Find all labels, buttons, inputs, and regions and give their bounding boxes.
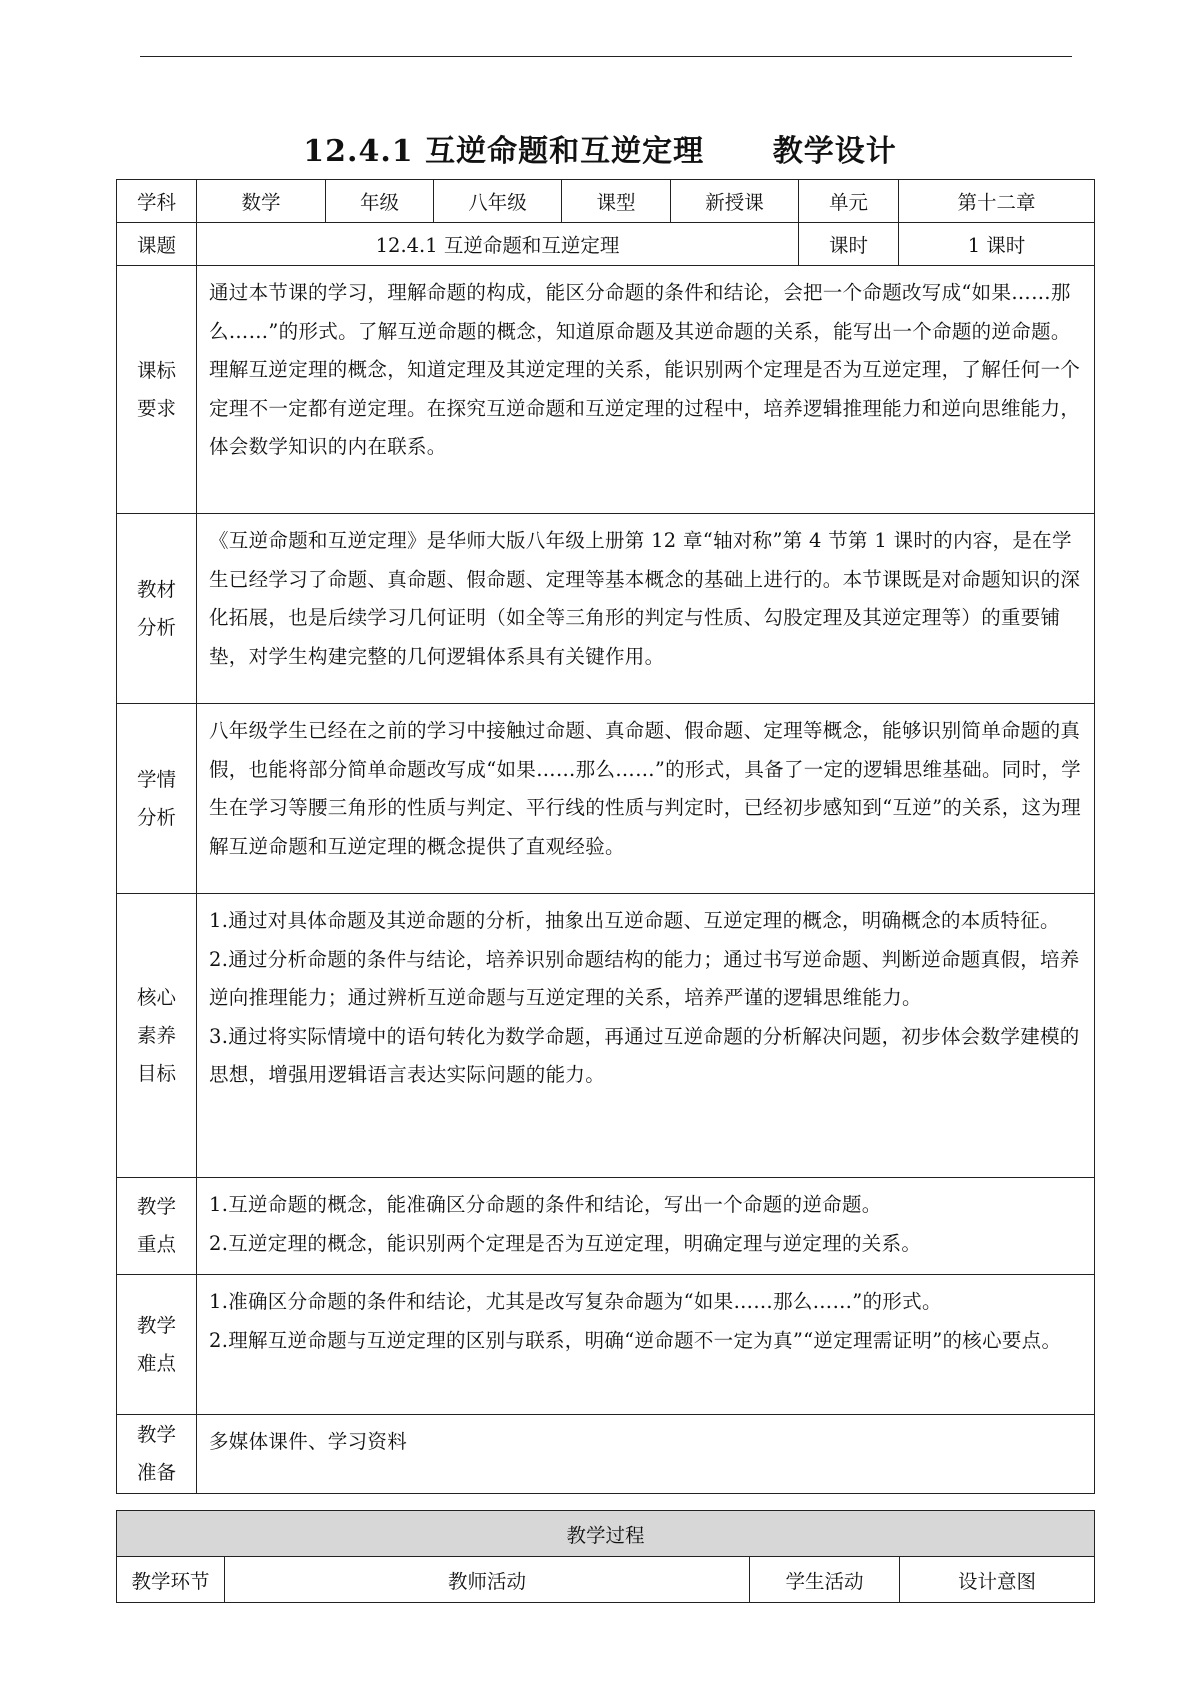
- section-paragraph: 3.通过将实际情境中的语句转化为数学命题，再通过互逆命题的分析解决问题，初步体会数学建模的思想，增强用逻辑语言表达实际问题的能力。: [209, 1024, 1080, 1086]
- goals-content: [197, 894, 1095, 1178]
- difficulties-label: [117, 1275, 197, 1415]
- section-paragraph: 2.通过分析命题的条件与结论，培养识别命题结构的能力；通过书写逆命题、判断逆命题真假，培养逆向推理能力；通过辨析互逆命题与互逆定理的关系，培养严谨的逻辑思维能力。: [209, 947, 1080, 1009]
- lesson-type-value: 新授课: [671, 180, 799, 223]
- section-paragraph: 八年级学生已经在之前的学习中接触过命题、真命题、假命题、定理等概念，能够识别简单命题的真假，也能将部分简单命题改写成“如果……那么……”的形式，具备了一定的逻辑思维基础。同时，学生在学习等腰三角形的性质与判定、平行线的性质与判定时，已经初步感知到“互逆”的关系，这为理解互逆命题和互逆定理的概念提供了直观经验。: [209, 719, 1081, 858]
- topic-label: 课题: [117, 223, 197, 266]
- section-paragraph: 1.准确区分命题的条件和结论，尤其是改写复杂命题为“如果……那么……”的形式。: [209, 1290, 942, 1313]
- standards-content: [197, 266, 1095, 514]
- process-col-student: 学生活动: [750, 1557, 900, 1603]
- unit-value: 第十二章: [899, 180, 1095, 223]
- goals-row: [117, 894, 1095, 1178]
- standards-label: [117, 266, 197, 514]
- lesson-info-table: [116, 179, 1095, 1494]
- preparation-content: [197, 1415, 1095, 1494]
- key-points-content: [197, 1178, 1095, 1275]
- material-content: [197, 514, 1095, 704]
- subject-label: 学科: [117, 180, 197, 223]
- section-paragraph: 通过本节课的学习，理解命题的构成，能区分命题的条件和结论，会把一个命题改写成“如果……那么……”的形式。了解互逆命题的概念，知道原命题及其逆命题的关系，能写出一个命题的逆命题。理解互逆定理的概念，知道定理及其逆定理的关系，能识别两个定理是否为互逆定理，了解任何一个定理不一定都有逆定理。在探究互逆命题和互逆定理的过程中，培养逻辑推理能力和逆向思维能力，体会数学知识的内在联系。: [209, 281, 1081, 458]
- key-points-label: [117, 1178, 197, 1275]
- process-header: 教学过程: [117, 1511, 1095, 1557]
- process-col-stage: 教学环节: [117, 1557, 225, 1603]
- students-label: [117, 704, 197, 894]
- section-label-text: 核心 素养 目标: [136, 985, 176, 1085]
- subject-value: 数学: [197, 180, 326, 223]
- students-content: [197, 704, 1095, 894]
- material-row: [117, 514, 1095, 704]
- section-label-text: 教学 准备: [136, 1423, 176, 1484]
- hours-value: 1 课时: [899, 223, 1095, 266]
- standards-row: [117, 266, 1095, 514]
- section-paragraph: 《互逆命题和互逆定理》是华师大版八年级上册第 12 章“轴对称”第 4 节第 1 课时的内容，是在学生已经学习了命题、真命题、假命题、定理等基本概念的基础上进行的。本节课既是对命题知识的深化拓展，也是后续学习几何证明（如全等三角形的判定与性质、勾股定理及其逆定理等）的重要铺垫，对学生构建完整的几何逻辑体系具有关键作用。: [209, 529, 1081, 668]
- section-paragraph: 1.通过对具体命题及其逆命题的分析，抽象出互逆命题、互逆定理的概念，明确概念的本质特征。: [209, 909, 1060, 932]
- header-rule: [140, 56, 1072, 57]
- teaching-process-table: [116, 1510, 1095, 1603]
- topic-value: 12.4.1 互逆命题和互逆定理: [197, 223, 799, 266]
- preparation-row: [117, 1415, 1095, 1494]
- process-col-teacher: 教师活动: [225, 1557, 750, 1603]
- material-label: [117, 514, 197, 704]
- hours-label: 课时: [799, 223, 899, 266]
- unit-label: 单元: [799, 180, 899, 223]
- difficulties-content: [197, 1275, 1095, 1415]
- process-col-intent: 设计意图: [900, 1557, 1095, 1603]
- section-label-text: 课标 要求: [136, 358, 176, 420]
- difficulties-row: [117, 1275, 1095, 1415]
- grade-value: 八年级: [434, 180, 562, 223]
- section-label-text: 教学 重点: [136, 1195, 176, 1256]
- section-paragraph: 多媒体课件、学习资料: [209, 1430, 408, 1453]
- section-paragraph: 2.互逆定理的概念，能识别两个定理是否为互逆定理，明确定理与逆定理的关系。: [209, 1231, 922, 1255]
- section-label-text: 教学 难点: [136, 1313, 176, 1375]
- page-title: 12.4.1 互逆命题和互逆定理 教学设计: [303, 134, 897, 169]
- key-points-row: [117, 1178, 1095, 1275]
- section-paragraph: 2.理解互逆命题与互逆定理的区别与联系，明确“逆命题不一定为真”“逆定理需证明”的核心要点。: [209, 1328, 1062, 1352]
- grade-label: 年级: [326, 180, 434, 223]
- section-paragraph: 1.互逆命题的概念，能准确区分命题的条件和结论，写出一个命题的逆命题。: [209, 1193, 882, 1216]
- goals-label: [117, 894, 197, 1178]
- students-row: [117, 704, 1095, 894]
- lesson-type-label: 课型: [562, 180, 671, 223]
- preparation-label: [117, 1415, 197, 1494]
- section-label-text: 教材 分析: [136, 577, 176, 639]
- section-label-text: 学情 分析: [136, 767, 176, 829]
